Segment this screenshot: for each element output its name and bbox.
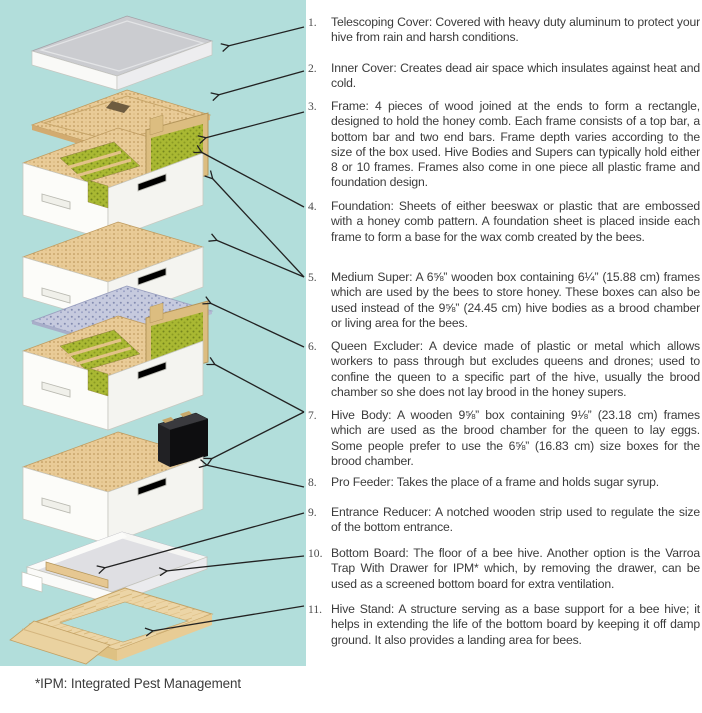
legend-text: Telescoping Cover: Covered with heavy duty aluminum to protect your hive from rain and harsh conditions. xyxy=(331,15,700,45)
legend-number: 6. xyxy=(308,340,317,353)
legend-number: 1. xyxy=(308,16,317,29)
legend-number: 8. xyxy=(308,476,317,489)
legend-text: Entrance Reducer: A notched wooden strip used to regulate the size of the bottom entrance. xyxy=(331,505,700,535)
legend-text: Medium Super: A 6⅝” wooden box containing 6¼” (15.88 cm) frames which are used by the bees to store honey. These boxes can also be used instead of the 9⅝” (24.45 cm) hive bodies as a brood chamber or living area for the bees. xyxy=(331,270,700,330)
legend-item-foundation xyxy=(306,199,700,245)
legend-text: Hive Body: A wooden 9⅝” box containing 9⅛” (23.18 cm) frames which are used as the brood chamber for the queen to lay eggs. Some people prefer to use the 6⅝” (16.83 cm) size boxes for the brood chamber. xyxy=(331,408,700,468)
legend-item-pro-feeder xyxy=(306,475,700,490)
legend-number: 11. xyxy=(308,603,323,616)
legend-text: Queen Excluder: A device made of plastic or metal which allows workers to pass through but excludes queens and drones; used to confine the queen to a specific part of the hive, usually the brood chamber so she does not lay brood in the honey supers. xyxy=(331,339,700,399)
legend-number: 5. xyxy=(308,271,317,284)
legend-item-hive-stand xyxy=(306,602,700,648)
legend-item-queen-excluder xyxy=(306,339,700,400)
legend-text: Foundation: Sheets of either beeswax or plastic that are embossed with a honey comb pattern. A foundation sheet is placed inside each frame to form a base for the wax comb created by the bees. xyxy=(331,199,700,244)
legend-text: Bottom Board: The floor of a bee hive. Another option is the Varroa Trap With Drawer for IPM* which, by removing the drawer, can be used as a screened bottom board for extra ventilation. xyxy=(331,546,700,591)
legend-number: 2. xyxy=(308,62,317,75)
legend-item-inner-cover xyxy=(306,61,700,92)
legend-number: 4. xyxy=(308,200,317,213)
legend-text: Pro Feeder: Takes the place of a frame and holds sugar syrup. xyxy=(331,475,659,489)
legend-item-telescoping-cover xyxy=(306,15,700,46)
legend-item-medium-super xyxy=(306,270,700,331)
legend-text: Frame: 4 pieces of wood joined at the ends to form a rectangle, designed to hold the honey comb. Each frame consists of a top bar, a bottom bar and two end bars. Frame depth varies according to the size of the box used. Hive Bodies and Supers can typically hold either 8 or 10 frames. Frames also come in one piece all plastic frame and foundation design. xyxy=(331,99,700,190)
legend-text: Inner Cover: Creates dead air space which insulates against heat and cold. xyxy=(331,61,700,91)
legend-item-bottom-board xyxy=(306,546,700,592)
legend-number: 7. xyxy=(308,409,317,422)
legend-text: Hive Stand: A structure serving as a base support for a bee hive; it helps in extending the life of the bottom board by keeping it off damp ground. It also provides a landing area for bees. xyxy=(331,602,700,647)
ipm-footnote: *IPM: Integrated Pest Management xyxy=(35,676,241,691)
legend-number: 9. xyxy=(308,506,317,519)
legend-item-frame xyxy=(306,99,700,191)
legend-item-hive-body xyxy=(306,408,700,469)
legend-number: 10. xyxy=(308,547,323,560)
legend-number: 3. xyxy=(308,100,317,113)
legend-item-entrance-reducer xyxy=(306,505,700,536)
